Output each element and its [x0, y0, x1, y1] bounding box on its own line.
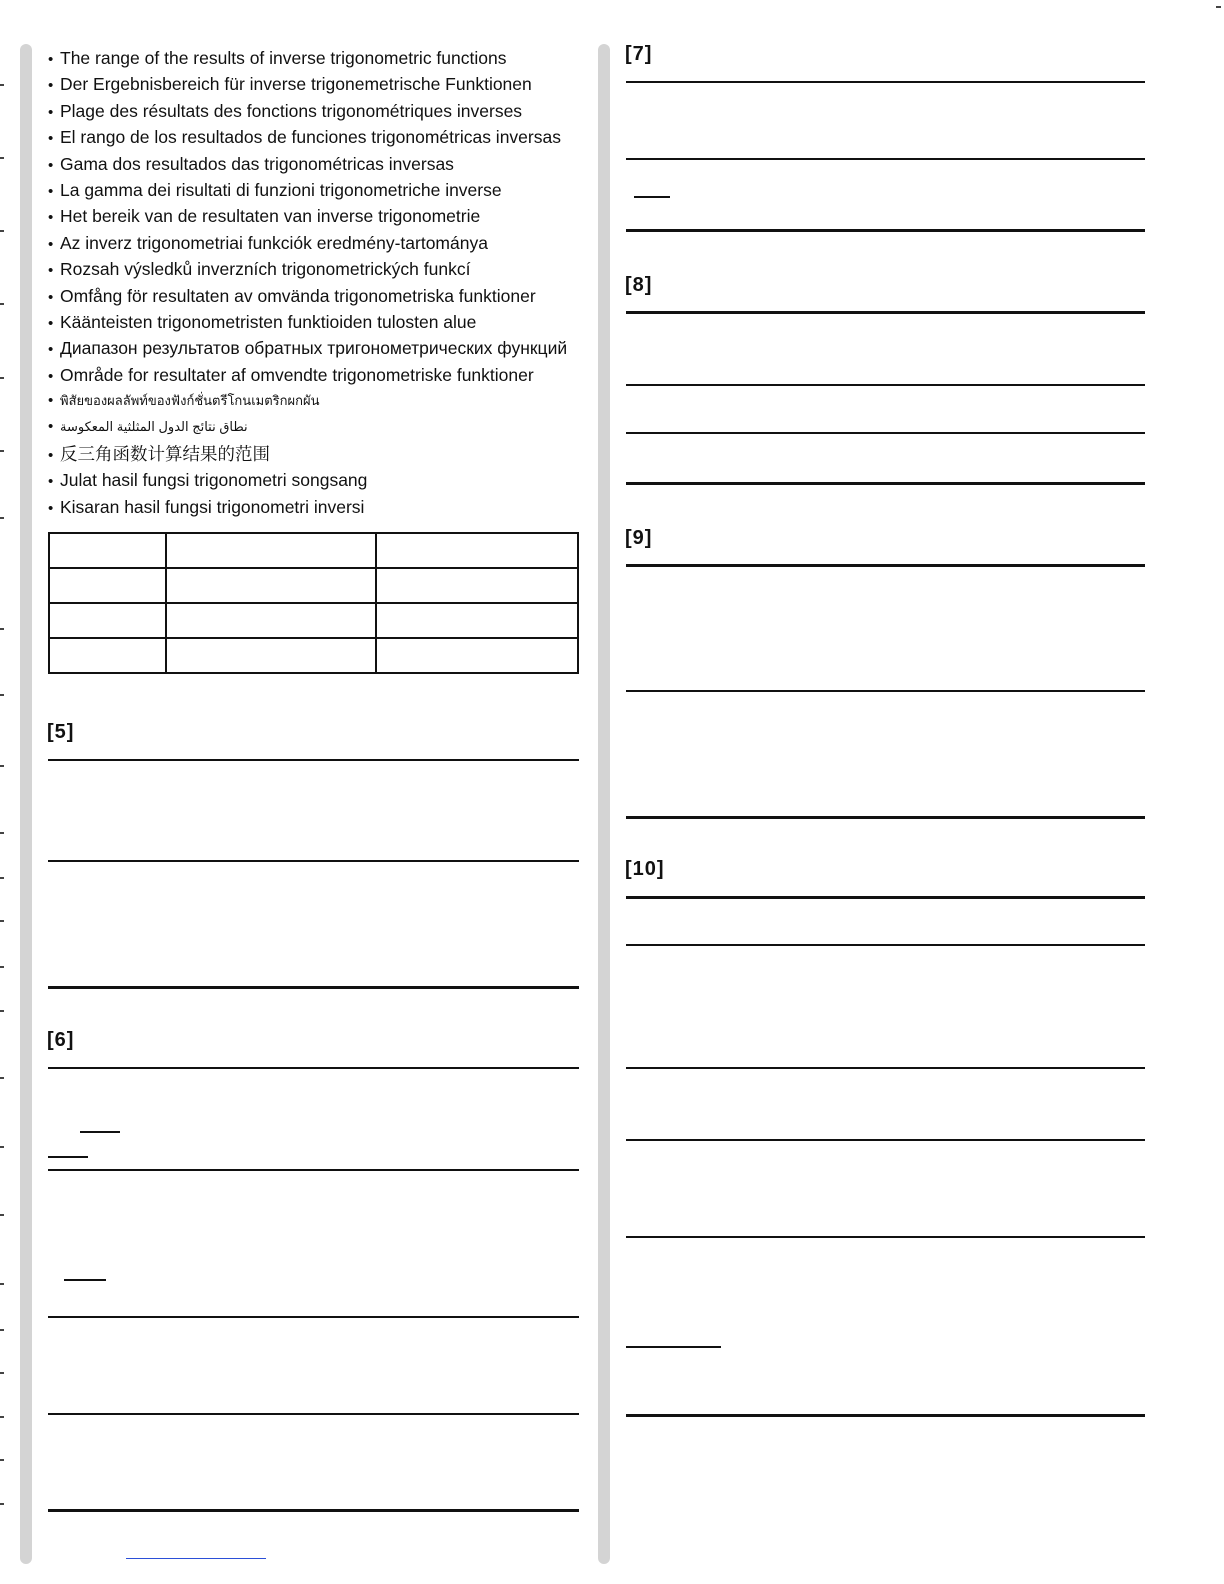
language-item: • The range of the results of inverse trigonometric functions [48, 48, 507, 68]
language-item: • พิสัยของผลลัพท์ของฟังก์ชั่นตรีโกนเมตริกผกผัน [48, 392, 320, 410]
section-divider [48, 860, 579, 862]
table-cell [49, 638, 166, 673]
section-divider [48, 1413, 579, 1415]
footer-underline [126, 1558, 266, 1559]
section-7-label: [7] [625, 43, 653, 65]
section-divider [626, 1139, 1145, 1141]
binder-strip-middle [598, 44, 610, 1564]
fraction-bar [634, 196, 670, 198]
section-divider [48, 1509, 579, 1512]
table-cell [49, 533, 166, 568]
section-divider [48, 1067, 579, 1069]
language-list [48, 45, 588, 520]
section-divider [626, 1067, 1145, 1069]
language-item: • Julat hasil fungsi trigonometri songsang [48, 470, 368, 491]
fraction-bar [626, 1346, 721, 1348]
section-divider [626, 564, 1145, 567]
range-table [48, 532, 579, 674]
table-cell [166, 568, 376, 603]
section-divider [626, 1414, 1145, 1417]
binder-strip-left [20, 44, 32, 1564]
fraction-bar [64, 1279, 106, 1281]
language-item: • Het bereik van de resultaten van inverse trigonometrie [48, 206, 481, 227]
section-divider [48, 986, 579, 989]
section-divider [626, 896, 1145, 899]
section-divider [626, 384, 1145, 386]
section-divider [626, 816, 1145, 819]
language-item: • Az inverz trigonometriai funkciók eredmény-tartománya [48, 232, 488, 253]
section-divider [48, 1316, 579, 1318]
table-cell [49, 568, 166, 603]
table-cell [166, 603, 376, 638]
table-cell [49, 603, 166, 638]
section-divider [626, 482, 1145, 485]
section-9-label: [9] [625, 527, 653, 549]
section-divider [48, 1169, 579, 1171]
language-item: • Område for resultater af omvendte trigonometriske funktioner [48, 364, 534, 385]
section-divider [626, 311, 1145, 314]
language-item: • La gamma dei risultati di funzioni trigonometriche inverse [48, 179, 502, 200]
section-divider [626, 158, 1145, 160]
section-6-label: [6] [47, 1029, 75, 1051]
table-cell [376, 568, 578, 603]
fraction-bar [80, 1131, 120, 1133]
section-10-label: [10] [625, 858, 665, 880]
table-cell [166, 638, 376, 673]
section-divider [48, 759, 579, 761]
language-item: • El rango de los resultados de funciones trigonométricas inversas [48, 127, 561, 148]
table-row [49, 568, 578, 603]
table-row [49, 638, 578, 673]
section-divider [626, 81, 1145, 83]
language-item: • Der Ergebnisbereich für inverse trigonemetrische Funktionen [48, 74, 532, 95]
language-item: • نطاق نتائج الدول المثلثية المعكوسة [48, 418, 248, 436]
table-cell [166, 533, 376, 568]
language-item: • Kisaran hasil fungsi trigonometri inversi [48, 496, 365, 517]
section-divider [626, 944, 1145, 946]
section-8-label: [8] [625, 274, 653, 296]
language-item: • Диапазон результатов обратных тригонометрических функций [48, 338, 568, 359]
table-cell [376, 603, 578, 638]
section-divider [626, 229, 1145, 232]
table-row [49, 603, 578, 638]
section-divider [626, 1236, 1145, 1238]
section-divider [626, 690, 1145, 692]
section-5-label: [5] [47, 721, 75, 743]
table-cell [376, 638, 578, 673]
table-row [49, 533, 578, 568]
language-item: • Gama dos resultados das trigonométricas inversas [48, 153, 454, 174]
table-cell [376, 533, 578, 568]
language-item: • 反三角函数计算结果的范围 [48, 443, 270, 464]
language-item: • Rozsah výsledků inverzních trigonometrických funkcí [48, 259, 471, 280]
language-item: • Omfång för resultaten av omvända trigonometriska funktioner [48, 285, 536, 306]
section-divider [626, 432, 1145, 434]
fraction-bar [48, 1156, 88, 1158]
language-item: • Käänteisten trigonometristen funktioiden tulosten alue [48, 311, 477, 332]
language-item: • Plage des résultats des fonctions trigonométriques inverses [48, 100, 523, 121]
